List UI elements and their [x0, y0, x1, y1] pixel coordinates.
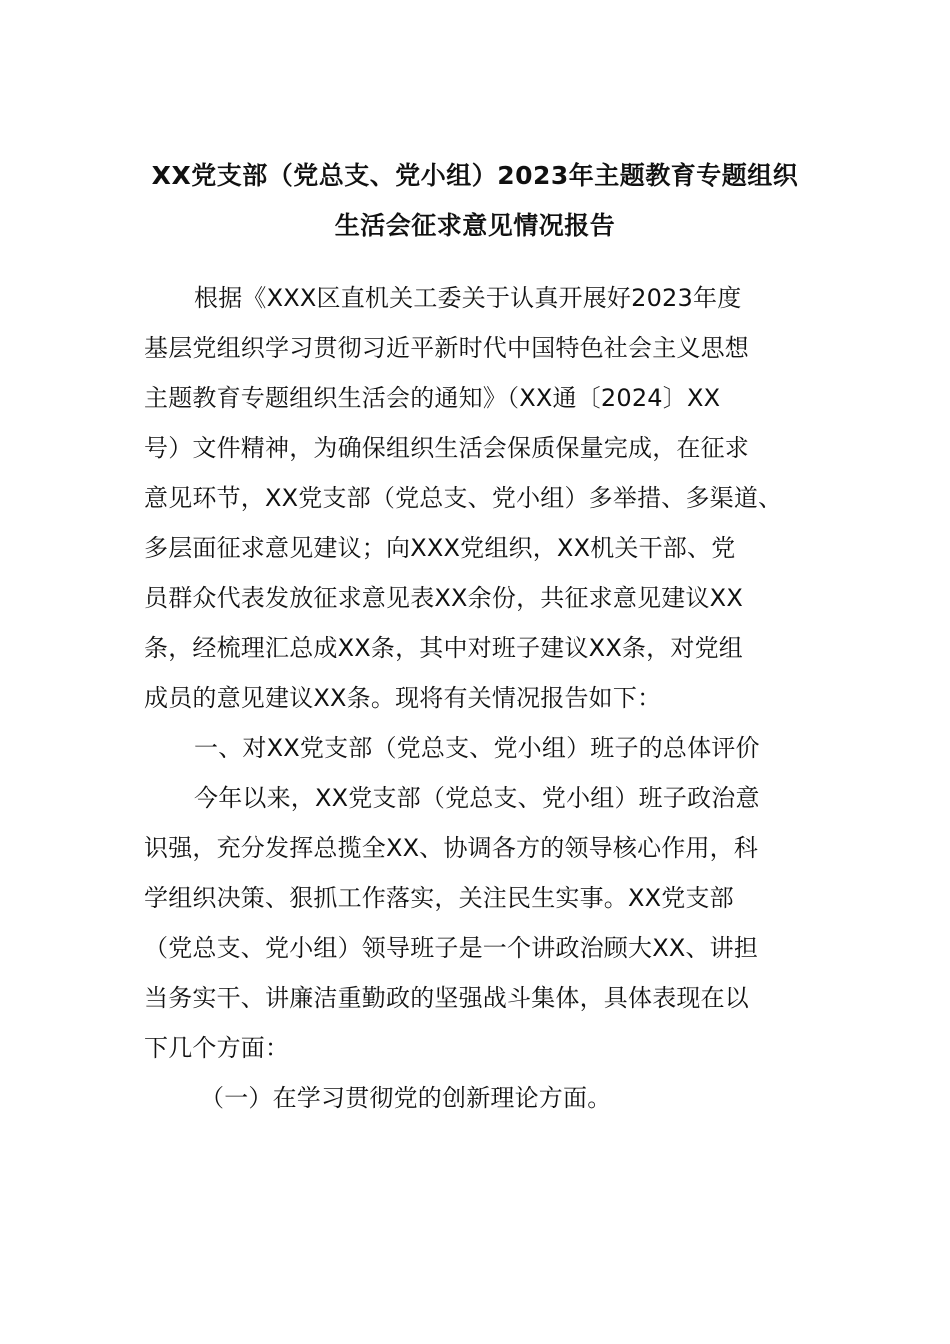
- paragraph-line: 意见环节，XX党支部（党总支、党小组）多举措、多渠道、: [144, 484, 783, 512]
- paragraph-line: 根据《XXX区直机关工委关于认真开展好2023年度: [194, 284, 742, 312]
- paragraph-line: （党总支、党小组）领导班子是一个讲政治顾大XX、讲担: [144, 934, 759, 962]
- section-heading: 一、对XX党支部（党总支、党小组）班子的总体评价: [194, 734, 760, 762]
- paragraph-line: 主题教育专题组织生活会的通知》（XX通〔2024〕XX: [144, 384, 721, 412]
- paragraph-line: 成员的意见建议XX条。现将有关情况报告如下：: [144, 684, 662, 712]
- paragraph-line: 条，经梳理汇总成XX条，其中对班子建议XX条，对党组: [144, 634, 743, 662]
- paragraph-line: 当务实干、讲廉洁重勤政的坚强战斗集体，具体表现在以: [144, 984, 749, 1012]
- paragraph-line: 基层党组织学习贯彻习近平新时代中国特色社会主义思想: [144, 334, 749, 362]
- document-title-line-1: XX党支部（党总支、党小组）2023年主题教育专题组织: [151, 161, 799, 190]
- paragraph-line: 多层面征求意见建议；向XXX党组织，XX机关干部、党: [144, 534, 736, 562]
- paragraph-line: 今年以来，XX党支部（党总支、党小组）班子政治意: [194, 784, 760, 812]
- paragraph-line: 下几个方面：: [144, 1034, 290, 1062]
- paragraph-line: 号）文件精神，为确保组织生活会保质保量完成，在征求: [144, 434, 749, 462]
- paragraph-line: 学组织决策、狠抓工作落实，关注民生实事。XX党支部: [144, 884, 734, 912]
- document-title-line-2: 生活会征求意见情况报告: [334, 211, 616, 240]
- subsection-heading: （一）在学习贯彻党的创新理论方面。: [200, 1084, 612, 1112]
- paragraph-line: 识强，充分发挥总揽全XX、协调各方的领导核心作用，科: [144, 834, 759, 862]
- paragraph-line: 员群众代表发放征求意见表XX余份，共征求意见建议XX: [144, 584, 743, 612]
